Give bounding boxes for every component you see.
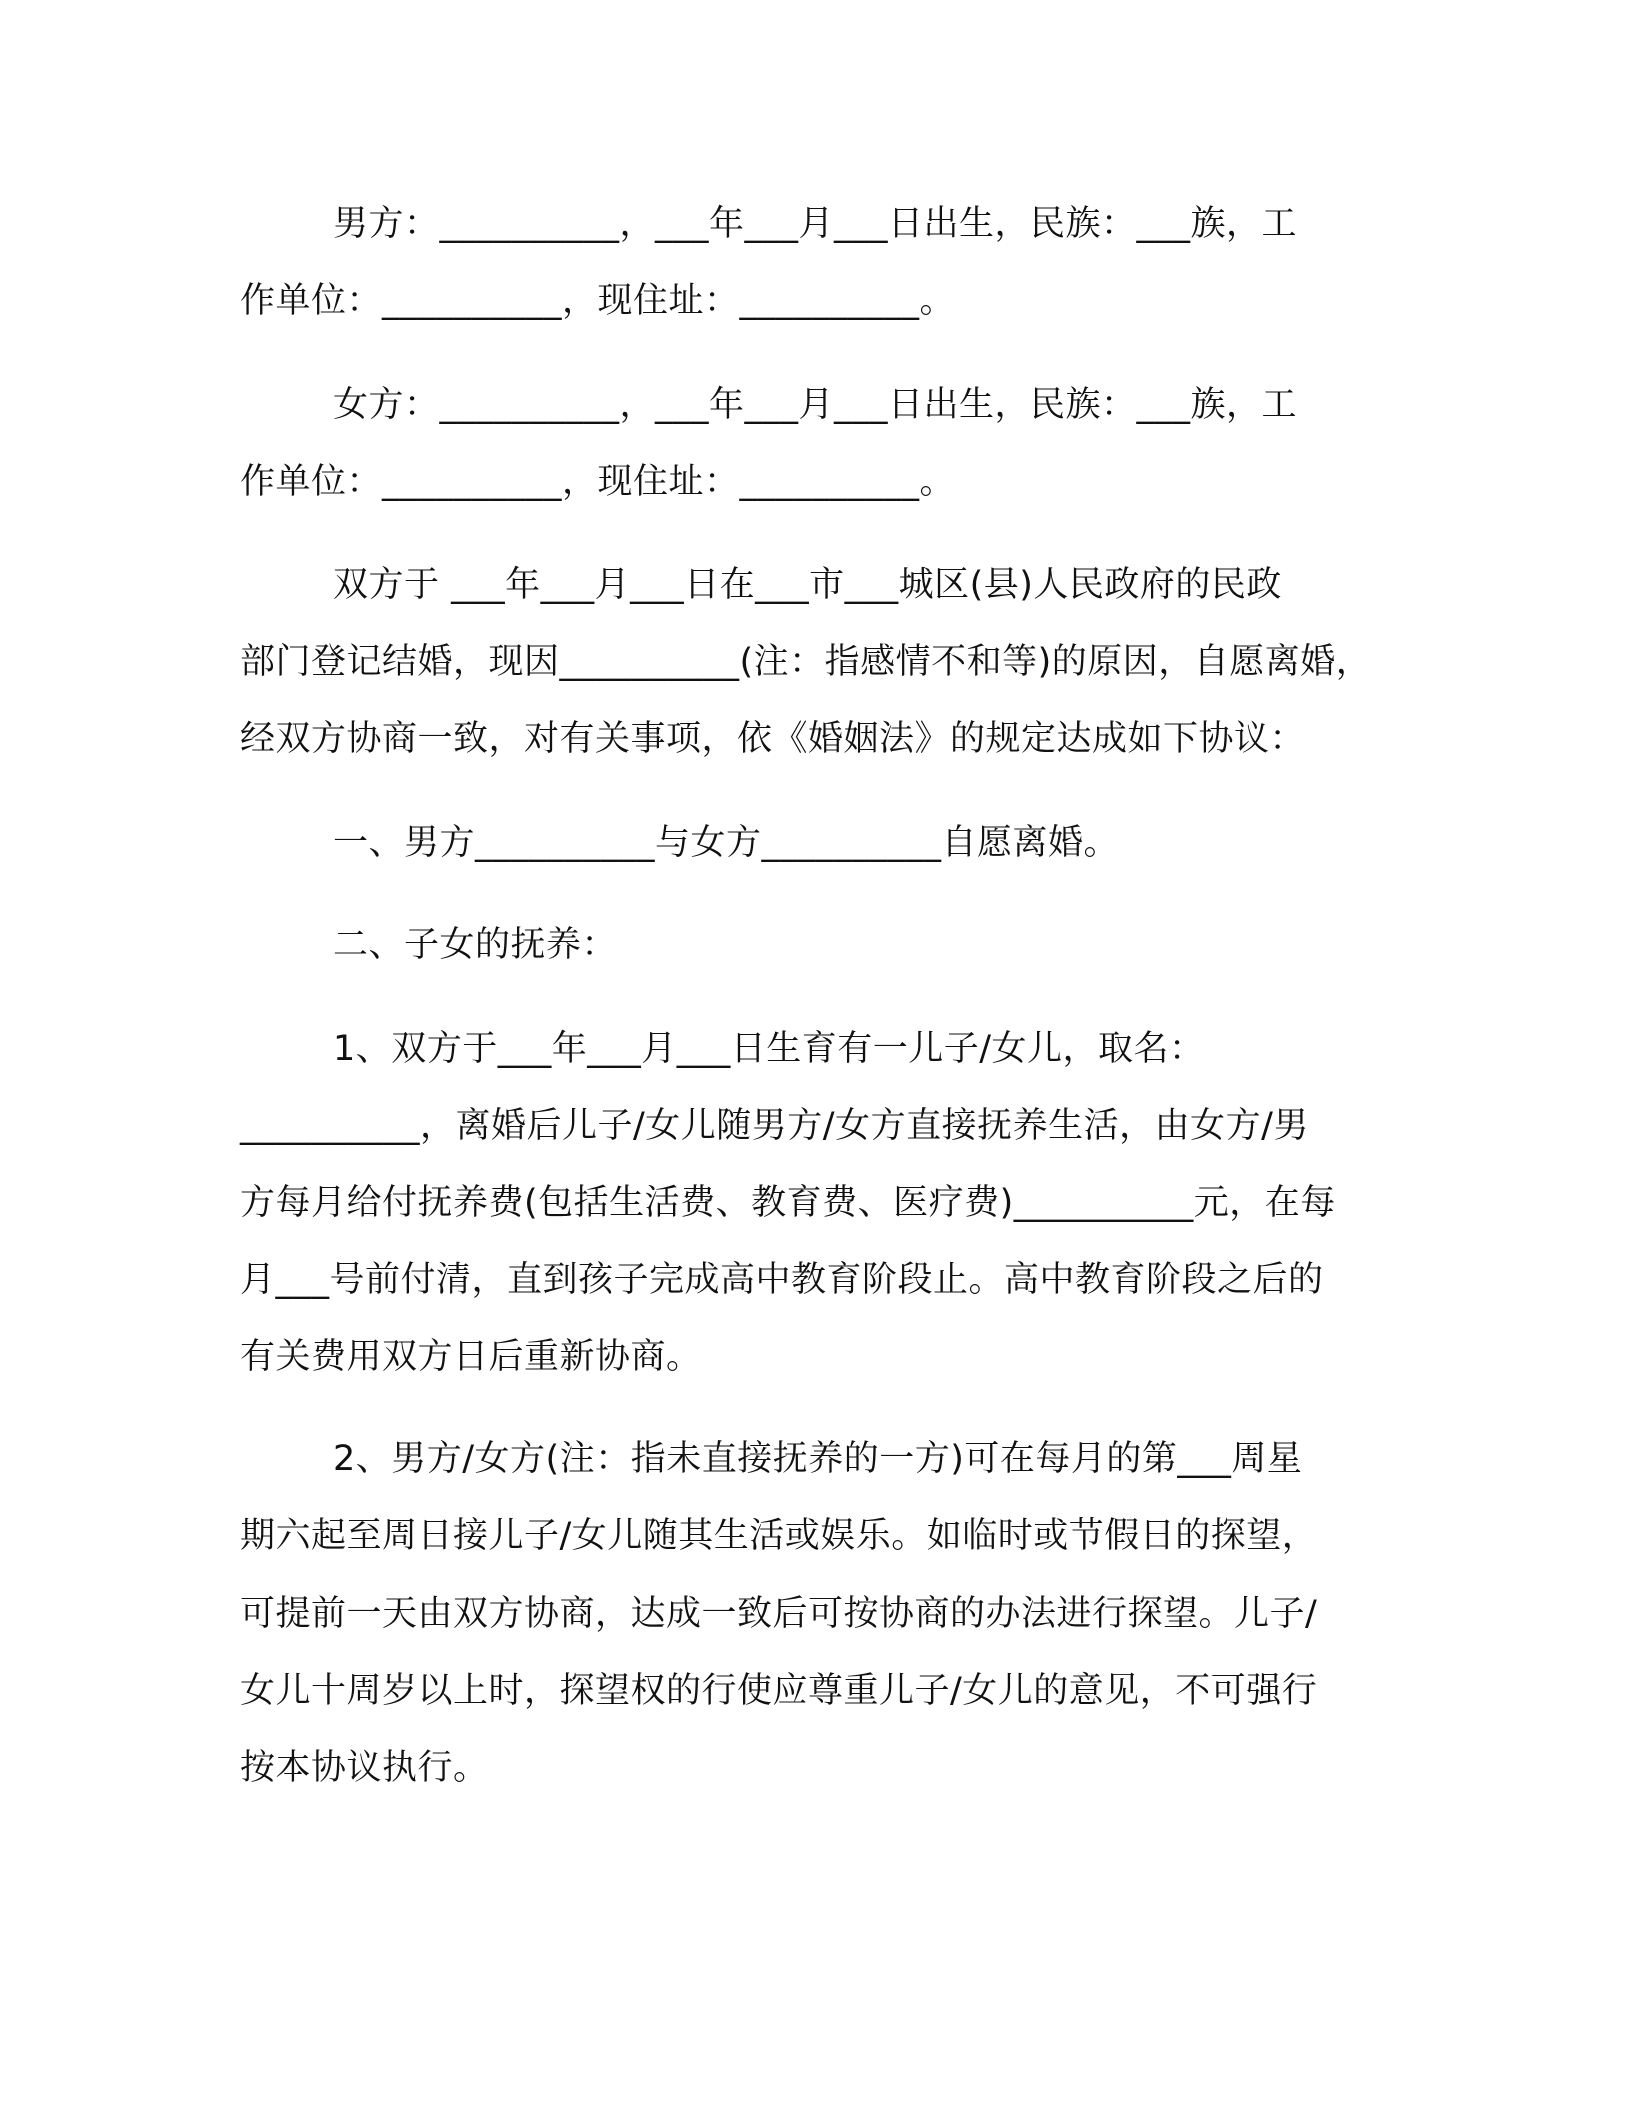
item-1-line-2: __________，离婚后儿子/女儿随男方/女方直接抚养生活，由女方/男 bbox=[240, 1106, 1309, 1146]
intro-line-2: 部门登记结婚，现因__________(注：指感情不和等)的原因，自愿离婚， bbox=[240, 642, 1372, 682]
item-1-line-5: 有关费用双方日后重新协商。 bbox=[240, 1337, 702, 1377]
item-2-line-1: 2、男方/女方(注：指未直接抚养的一方)可在每月的第___周星 bbox=[333, 1439, 1303, 1479]
clause-1: 一、男方__________与女方__________自愿离婚。 bbox=[333, 823, 1120, 863]
intro-line-1: 双方于 ___年___月___日在___市___城区(县)人民政府的民政 bbox=[333, 565, 1282, 605]
female-info-line-2: 作单位：__________，现住址：__________。 bbox=[240, 462, 956, 502]
item-1-line-3: 方每月给付抚养费(包括生活费、教育费、医疗费)__________元，在每 bbox=[240, 1183, 1336, 1223]
female-info-line-1: 女方：__________，___年___月___日出生，民族：___族，工 bbox=[333, 385, 1298, 425]
item-2-line-3: 可提前一天由双方协商，达成一致后可按协商的办法进行探望。儿子/ bbox=[240, 1594, 1318, 1634]
male-info-line-2: 作单位：__________，现住址：__________。 bbox=[240, 281, 956, 321]
intro-line-3: 经双方协商一致，对有关事项，依《婚姻法》的规定达成如下协议： bbox=[240, 719, 1306, 759]
item-2-line-4: 女儿十周岁以上时，探望权的行使应尊重儿子/女儿的意见，不可强行 bbox=[240, 1671, 1318, 1711]
clause-2-title: 二、子女的抚养： bbox=[333, 925, 618, 965]
male-info-line-1: 男方：__________，___年___月___日出生，民族：___族，工 bbox=[333, 204, 1298, 244]
item-1-line-4: 月___号前付清，直到孩子完成高中教育阶段止。高中教育阶段之后的 bbox=[240, 1260, 1324, 1300]
item-2-line-2: 期六起至周日接儿子/女儿随其生活或娱乐。如临时或节假日的探望， bbox=[240, 1516, 1318, 1556]
item-1-line-1: 1、双方于___年___月___日生育有一儿子/女儿，取名： bbox=[333, 1029, 1205, 1069]
item-2-line-5: 按本协议执行。 bbox=[240, 1748, 489, 1788]
